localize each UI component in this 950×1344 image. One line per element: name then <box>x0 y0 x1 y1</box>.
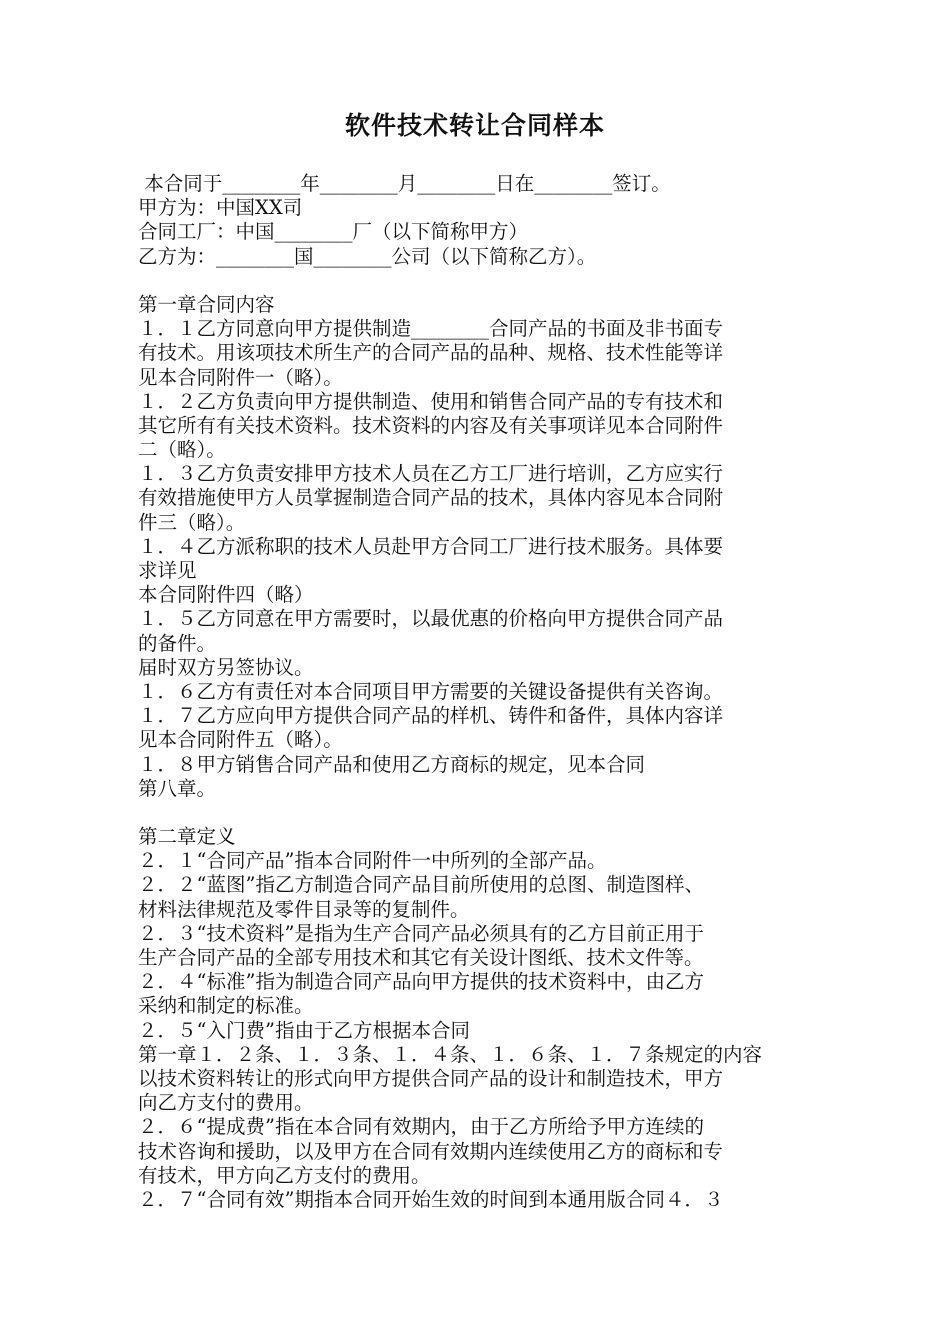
body-line: 合同工厂：中国________厂（以下简称甲方） <box>138 220 529 244</box>
body-line: 第二章定义 <box>138 825 236 849</box>
document-title: 软件技术转让合同样本 <box>344 111 605 140</box>
body-line: 其它所有有关技术资料。技术资料的内容及有关事项详见本合同附件 <box>138 413 724 437</box>
body-line: 二（略）。 <box>138 438 226 462</box>
body-line: 本合同附件四（略） <box>138 583 314 607</box>
body-line: １．８甲方销售合同产品和使用乙方商标的规定，见本合同 <box>138 752 646 776</box>
body-line: 件三（略）。 <box>138 510 246 534</box>
body-line: ２．３“技术资料”是指为生产合同产品必须具有的乙方目前正用于 <box>138 921 704 945</box>
body-line: ２．２“蓝图”指乙方制造合同产品目前所使用的总图、制造图样、 <box>138 873 704 897</box>
body-line: 的备件。 <box>138 631 217 655</box>
body-line: 见本合同附件一（略）。 <box>138 365 343 389</box>
body-line: 届时双方另签协议。 <box>138 655 314 679</box>
body-line: 向乙方支付的费用。 <box>138 1091 314 1115</box>
body-line: 采纳和制定的标准。 <box>138 994 314 1018</box>
blank-line <box>138 269 814 293</box>
body-line: 第一章１．２条、１．３条、１．４条、１．６条、１．７条规定的内容 <box>138 1042 763 1066</box>
body-line: 求详见 <box>138 559 197 582</box>
body-line: １．７乙方应向甲方提供合同产品的样机、铸件和备件，具体内容详 <box>138 704 724 728</box>
body-line: 有效措施使甲方人员掌握制造合同产品的技术，具体内容见本合同附 <box>138 486 724 510</box>
body-line: 以技术资料转让的形式向甲方提供合同产品的设计和制造技术，甲方 <box>138 1066 724 1090</box>
body-line: １．６乙方有责任对本合同项目甲方需要的关键设备提供有关咨询。 <box>138 679 724 703</box>
body-line: 见本合同附件五（略）。 <box>138 728 343 752</box>
body-line: １．３乙方负责安排甲方技术人员在乙方工厂进行培训，乙方应实行 <box>138 462 724 486</box>
body-line: 第八章。 <box>138 776 217 800</box>
document-body <box>138 172 814 1212</box>
body-line: １．５乙方同意在甲方需要时，以最优惠的价格向甲方提供合同产品 <box>138 607 724 631</box>
body-line: 甲方为：中国XX司 <box>138 196 303 220</box>
body-line: 本合同于________年________月________日在________签订。 <box>138 172 671 195</box>
body-line: 有技术，甲方向乙方支付的费用。 <box>138 1163 431 1187</box>
body-line: ２．７“合同有效”期指本合同开始生效的时间到本通用版合同４．３ <box>138 1187 724 1211</box>
body-line: 乙方为：________国________公司（以下简称乙方）。 <box>138 244 597 268</box>
body-line: １．４乙方派称职的技术人员赴甲方合同工厂进行技术服务。具体要 <box>138 534 724 558</box>
body-line: 生产合同产品的全部专用技术和其它有关设计图纸、技术文件等。 <box>138 946 704 969</box>
body-line: 技术咨询和援助，以及甲方在合同有效期内连续使用乙方的商标和专 <box>138 1139 724 1163</box>
body-line: ２．５“入门费”指由于乙方根据本合同 <box>138 1018 470 1042</box>
body-line: 有技术。用该项技术所生产的合同产品的品种、规格、技术性能等详 <box>138 341 724 365</box>
body-line: 第一章合同内容 <box>138 292 275 316</box>
body-line: ２．６“提成费”指在本合同有效期内，由于乙方所给予甲方连续的 <box>138 1115 704 1139</box>
body-line: １．２乙方负责向甲方提供制造、使用和销售合同产品的专有技术和 <box>138 389 724 413</box>
body-line: ２．１“合同产品”指本合同附件一中所列的全部产品。 <box>138 849 607 873</box>
body-line: 材料法律规范及零件目录等的复制件。 <box>138 897 470 921</box>
body-line: ２．４“标准”指为制造合同产品向甲方提供的技术资料中，由乙方 <box>138 970 704 994</box>
blank-line <box>138 801 814 825</box>
body-line: １．１乙方同意向甲方提供制造________合同产品的书面及非书面专 <box>138 317 724 341</box>
